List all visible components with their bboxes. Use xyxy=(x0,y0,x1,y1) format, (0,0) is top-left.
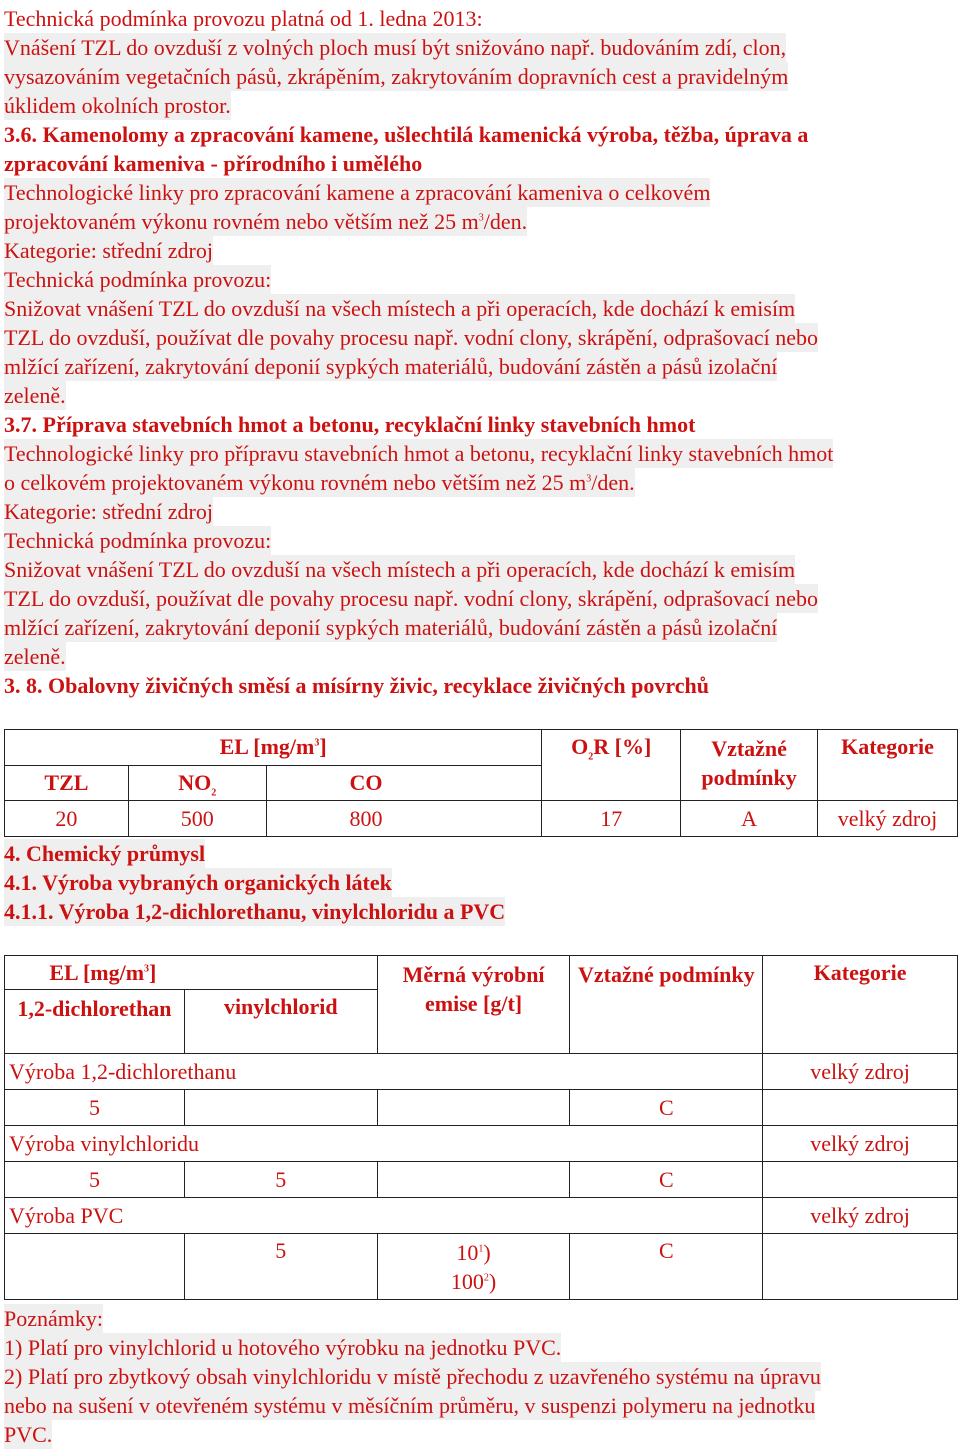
dichlorethane-header: 1,2-dichlorethan xyxy=(5,990,185,1054)
section-4-1-1-title: 4.1.1. Výroba 1,2-dichlorethanu, vinylchloridu a PVC xyxy=(4,899,506,924)
notes-title: Poznámky: xyxy=(4,1306,103,1331)
intro-line-1: Technická podmínka provozu platná od 1. ledna 2013: xyxy=(4,6,483,31)
specific-emission xyxy=(377,1090,570,1126)
category-header: Kategorie xyxy=(818,730,958,801)
intro-line-2: Vnášení TZL do ovzduší z volných ploch musí být snižováno např. budováním zdí, clon, xyxy=(4,35,787,60)
co-header: CO xyxy=(266,766,542,801)
empty-cell xyxy=(5,1234,185,1300)
section-3-6-condition-3: mlžící zařízení, zakrytování deponií sypkých materiálů, budování zástěn a pásů izolační xyxy=(4,354,778,379)
category-pvc: velký zdroj xyxy=(763,1198,958,1234)
paren: ) xyxy=(488,1269,497,1294)
dce-limit: 5 xyxy=(5,1090,185,1126)
no-label: NO xyxy=(178,770,212,795)
superscript: 3 xyxy=(586,473,592,485)
paren: ) xyxy=(483,1240,491,1265)
reference-conditions-header: Vztažné podmínky xyxy=(681,730,818,801)
dce-limit: 5 xyxy=(5,1162,185,1198)
section-3-6-title-2: zpracování kameniva - přírodního i umělého xyxy=(4,151,423,176)
row-label-pvc-production: Výroba PVC xyxy=(5,1198,763,1234)
el-label: EL [mg/m xyxy=(219,734,315,759)
note-2-line-3: PVC. xyxy=(4,1422,53,1447)
category-value: velký zdroj xyxy=(818,801,958,837)
empty-cell xyxy=(763,1090,958,1126)
el-superscript: 3 xyxy=(144,963,150,975)
co-value: 800 xyxy=(266,801,542,837)
intro-line-4: úklidem okolních prostor. xyxy=(4,93,231,118)
vc-limit-pvc: 5 xyxy=(184,1234,377,1300)
section-3-7-condition-title: Technická podmínka provozu: xyxy=(4,528,272,553)
empty-cell xyxy=(763,1162,958,1198)
tzl-value: 20 xyxy=(5,801,129,837)
el-superscript: 3 xyxy=(314,737,320,749)
o2-label: O xyxy=(571,734,589,759)
el-close: ] xyxy=(319,734,327,759)
section-3-7-condition-4: zeleně. xyxy=(4,644,66,669)
row-label-vc-production: Výroba vinylchloridu xyxy=(5,1126,763,1162)
tzl-header: TZL xyxy=(5,766,129,801)
intro-line-3: vysazováním vegetačních pásů, zkrápěním, zakrytováním dopravních cest a pravidelným xyxy=(4,64,789,89)
vc-limit xyxy=(184,1090,377,1126)
section-4-title: 4. Chemický průmysl xyxy=(4,841,206,866)
category-vc: velký zdroj xyxy=(763,1126,958,1162)
note-ref-2: 2 xyxy=(483,1272,489,1284)
o2r-value: 17 xyxy=(542,801,681,837)
vc-limit: 5 xyxy=(184,1162,377,1198)
specific-emission xyxy=(377,1162,570,1198)
nox-header xyxy=(128,766,266,801)
category-dce: velký zdroj xyxy=(763,1054,958,1090)
reference-conditions-header: Vztažné podmínky xyxy=(570,956,763,1054)
el-header xyxy=(5,956,378,990)
vinylchloride-header: vinylchlorid xyxy=(184,990,377,1054)
section-3-7-desc-1: Technologické linky pro přípravu stavebních hmot a betonu, recyklační linky stavebních hmot xyxy=(4,441,834,466)
nox-value: 500 xyxy=(128,801,266,837)
el-label: EL [mg/m xyxy=(49,960,145,985)
empty-cell xyxy=(763,1234,958,1300)
note-ref-1: 1 xyxy=(478,1243,484,1255)
section-3-6-condition-1: Snižovat vnášení TZL do ovzduší na všech místech a při operacích, kde dochází k emisím xyxy=(4,296,796,321)
section-3-7-condition-2: TZL do ovzduší, používat dle povahy procesu např. vodní clony, skrápění, odprašovací nebo xyxy=(4,586,818,611)
section-3-7-title: 3.7. Příprava stavebních hmot a betonu, recyklační linky stavebních hmot xyxy=(4,412,696,437)
el-header xyxy=(5,730,542,766)
o2-unit: R [%] xyxy=(593,734,652,759)
o2-subscript: 2 xyxy=(588,751,594,763)
section-3-7-desc-2 xyxy=(4,468,635,497)
desc-unit: /den. xyxy=(483,209,528,234)
desc-text: projektovaném výkonu rovném nebo větším než 25 m xyxy=(4,209,479,234)
section-3-6-condition-title: Technická podmínka provozu: xyxy=(4,267,272,292)
emission-limits-table-3-8 xyxy=(4,729,958,837)
emission-2: 100 xyxy=(450,1269,484,1294)
no-subscript: 2 xyxy=(211,787,217,799)
section-3-7-condition-3: mlžící zařízení, zakrytování deponií sypkých materiálů, budování zástěn a pásů izolační xyxy=(4,615,778,640)
section-3-6-desc-1: Technologické linky pro zpracování kamene a zpracování kameniva o celkovém xyxy=(4,180,711,205)
section-3-6-condition-2: TZL do ovzduší, používat dle povahy procesu např. vodní clony, skrápění, odprašovací nebo xyxy=(4,325,818,350)
desc-unit: /den. xyxy=(591,470,635,495)
desc-text: o celkovém projektovaném výkonu rovném nebo větším než 25 m xyxy=(4,470,587,495)
note-1: 1) Platí pro vinylchlorid u hotového výrobku na jednotku PVC. xyxy=(4,1335,562,1360)
reference-conditions: C xyxy=(570,1090,763,1126)
reference-conditions: C xyxy=(570,1162,763,1198)
section-3-7-condition-1: Snižovat vnášení TZL do ovzduší na všech místech a při operacích, kde dochází k emisím xyxy=(4,557,796,582)
reference-conditions-value: A xyxy=(681,801,818,837)
section-3-6-title-1: 3.6. Kamenolomy a zpracování kamene, ušlechtilá kamenická výroba, těžba, úprava a xyxy=(4,122,809,147)
reference-conditions-pvc: C xyxy=(570,1234,763,1300)
note-2-line-2: nebo na sušení v otevřeném systému v měsíčním průměru, v suspenzi polymeru na jednotku xyxy=(4,1393,816,1418)
emission-limits-table-4-1-1 xyxy=(4,955,958,1300)
o2r-header xyxy=(542,730,681,801)
row-label-dce-production: Výroba 1,2-dichlorethanu xyxy=(5,1054,763,1090)
section-3-8-title: 3. 8. Obalovny živičných směsí a mísírny živic, recyklace živičných povrchů xyxy=(4,673,709,698)
section-3-6-condition-4: zeleně. xyxy=(4,383,66,408)
section-3-7-category: Kategorie: střední zdroj xyxy=(4,499,213,524)
section-4-1-title: 4.1. Výroba vybraných organických látek xyxy=(4,870,392,895)
specific-emission-pvc xyxy=(377,1234,570,1300)
section-3-6-category: Kategorie: střední zdroj xyxy=(4,238,213,263)
note-2-line-1: 2) Platí pro zbytkový obsah vinylchloridu v místě přechodu z uzavřeného systému na úpravu xyxy=(4,1364,821,1389)
category-header: Kategorie xyxy=(763,956,958,1054)
el-close: ] xyxy=(149,960,157,985)
superscript: 3 xyxy=(478,212,484,224)
emission-1: 10 xyxy=(456,1240,479,1265)
section-3-6-desc-2 xyxy=(4,207,527,236)
specific-emission-header: Měrná výrobní emise [g/t] xyxy=(377,956,570,1054)
